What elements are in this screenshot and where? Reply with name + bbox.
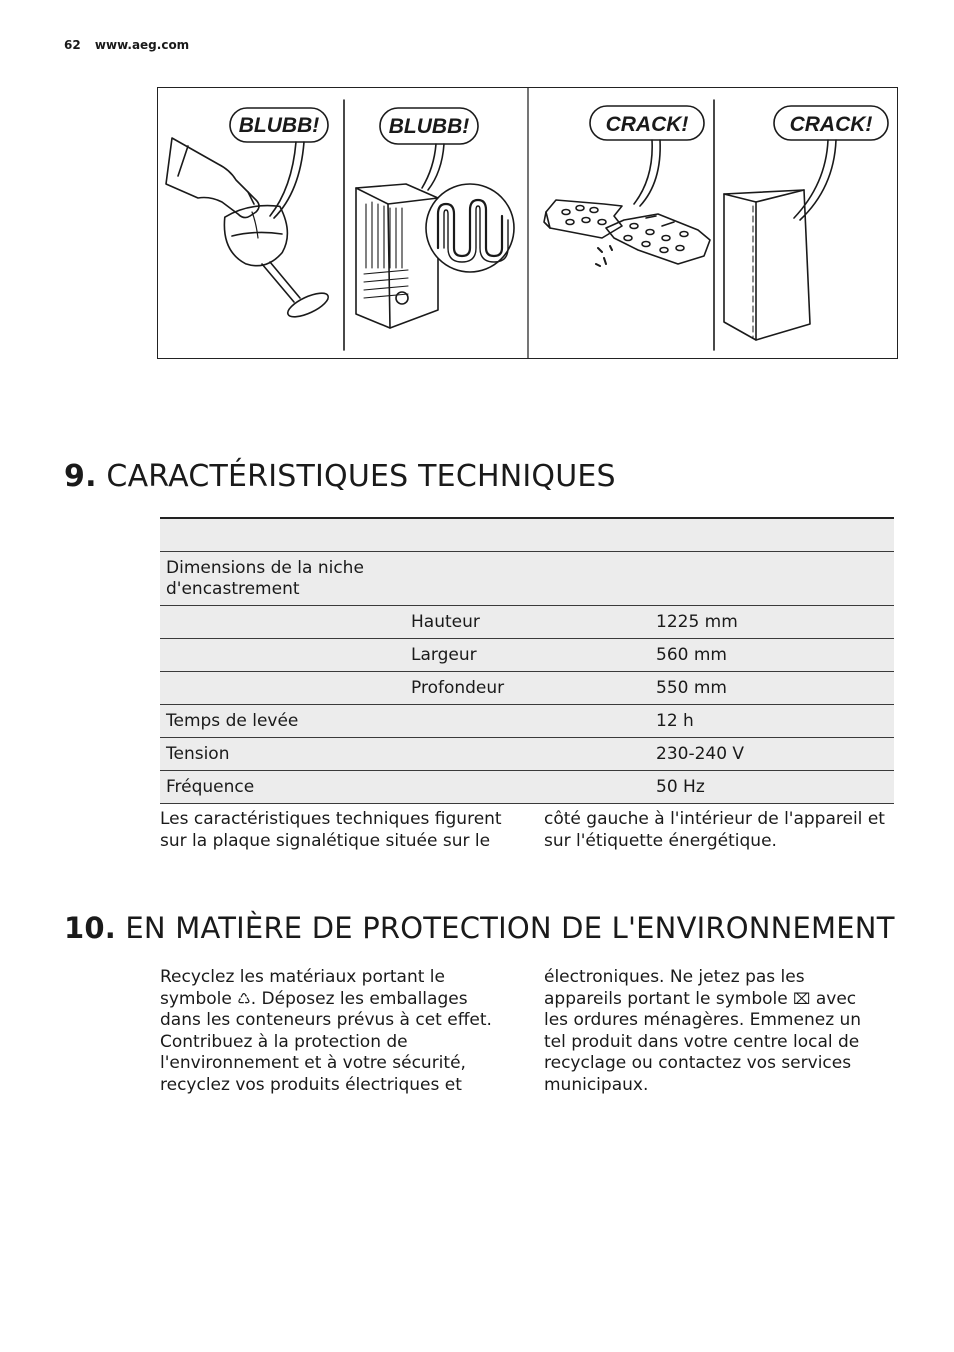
- section-10-number: 10.: [64, 911, 116, 945]
- section-9-number: 9.: [64, 459, 97, 494]
- spec-value: 550 mm: [650, 672, 894, 705]
- section-9-heading: [64, 459, 616, 494]
- spec-label: [160, 639, 405, 672]
- site-url: www.aeg.com: [94, 38, 190, 52]
- spec-label: [160, 606, 405, 639]
- spec-sublabel: [405, 771, 650, 804]
- environment-text-left: [160, 967, 500, 1096]
- ice-tray-illustration: [544, 200, 710, 266]
- crossed-bin-icon: ⌧: [793, 989, 811, 1008]
- spec-sublabel: [405, 738, 650, 771]
- table-header-row: [160, 518, 894, 552]
- table-row: [160, 705, 894, 738]
- spec-sublabel: Hauteur: [405, 606, 650, 639]
- table-row: [160, 771, 894, 804]
- spec-sublabel: [405, 552, 650, 606]
- bottle-illustration: [166, 138, 259, 218]
- env-paragraph-1a: Recyclez les matériaux portant le symbole: [160, 967, 445, 1009]
- fridge-back-illustration: [356, 184, 438, 328]
- spec-label: Temps de levée: [160, 705, 405, 738]
- spec-sublabel: [405, 705, 650, 738]
- fridge-front-illustration: [724, 190, 810, 340]
- spec-value: 50 Hz: [650, 771, 894, 804]
- wine-glass-illustration: [222, 202, 332, 321]
- environment-text-right: [544, 967, 884, 1096]
- spec-label: Fréquence: [160, 771, 405, 804]
- noise-illustration: [157, 87, 898, 359]
- bubble-text-3: CRACK!: [605, 113, 689, 136]
- spec-label: Dimensions de la niche d'encastrement: [160, 552, 405, 606]
- table-row: [160, 738, 894, 771]
- bubble-text-4: CRACK!: [789, 113, 873, 136]
- spec-note-right: côté gauche à l'intérieur de l'appareil et sur l'étiquette énergétique.: [544, 809, 885, 851]
- section-9-title: CARACTÉRISTIQUES TECHNIQUES: [106, 459, 616, 494]
- table-row: [160, 606, 894, 639]
- section-10-title: EN MATIÈRE DE PROTECTION DE L'ENVIRONNEMENT: [125, 911, 895, 945]
- bubble-text-1: BLUBB!: [238, 114, 320, 137]
- recycle-icon: ♺: [237, 989, 251, 1008]
- table-row: [160, 552, 894, 606]
- page-header: [64, 38, 189, 52]
- spec-note-left: Les caractéristiques techniques figurent sur la plaque signalétique située sur le: [160, 809, 502, 851]
- table-row: [160, 639, 894, 672]
- env-paragraph-1b: . Déposez les emballages dans les conteneurs prévus à cet effet.: [160, 988, 492, 1030]
- table-row: [160, 672, 894, 705]
- spec-value: 12 h: [650, 705, 894, 738]
- spec-table: [160, 517, 894, 804]
- spec-value: 1225 mm: [650, 606, 894, 639]
- spec-label: Tension: [160, 738, 405, 771]
- env-paragraph-2: Contribuez à la protection de l'environnement et à votre sécurité, recyclez vos produits électriques et: [160, 1031, 466, 1095]
- env-paragraph-3b: avec les ordures ménagères. Emmenez un tel produit dans votre centre local de recyclage ou contactez vos services municipaux.: [544, 988, 862, 1095]
- spec-value: 560 mm: [650, 639, 894, 672]
- env-paragraph-3a: électroniques. Ne jetez pas les appareils portant le symbole: [544, 967, 805, 1009]
- spec-label: [160, 672, 405, 705]
- page-number: 62: [64, 38, 81, 52]
- spec-sublabel: Profondeur: [405, 672, 650, 705]
- section-10-heading: [64, 911, 895, 945]
- spec-value: 230-240 V: [650, 738, 894, 771]
- spec-value: [650, 552, 894, 606]
- wine-stream: [252, 212, 258, 238]
- bubble-text-2: BLUBB!: [388, 115, 470, 138]
- spec-sublabel: Largeur: [405, 639, 650, 672]
